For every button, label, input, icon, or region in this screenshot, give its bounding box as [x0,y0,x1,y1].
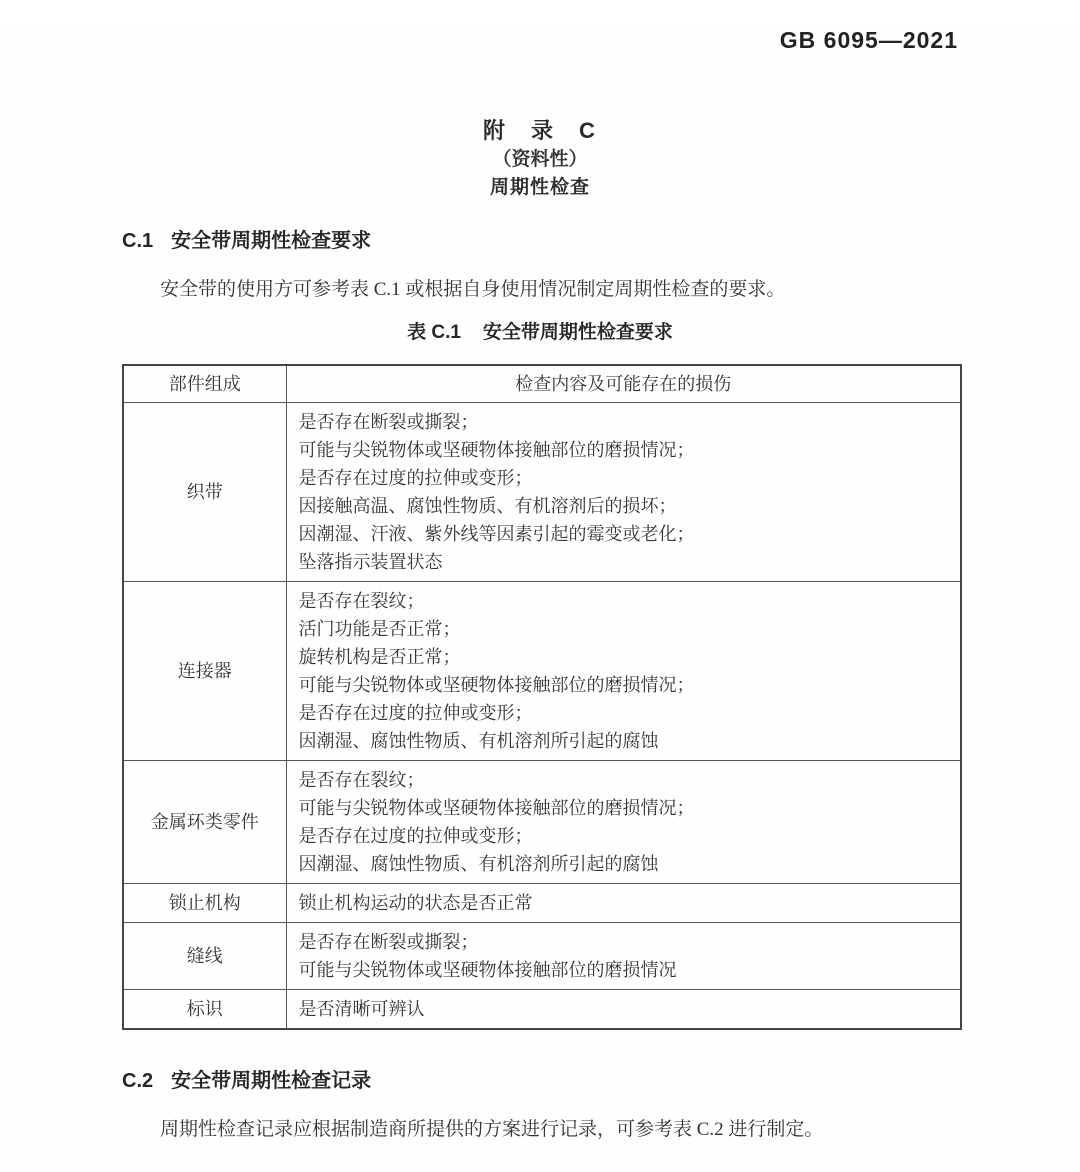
section-c1-title: 安全带周期性检查要求 [171,230,372,252]
component-cell: 连接器 [123,582,286,761]
appendix-informative-label: （资料性） [492,149,588,170]
table-c1-caption [0,320,1080,346]
inspection-item: 是否存在过度的拉伸或变形； [298,703,533,723]
section-c2-title: 安全带周期性检查记录 [171,1070,372,1092]
section-c2-paragraph: 周期性检查记录应根据制造商所提供的方案进行记录，可参考表 C.2 进行制定。 [160,1119,824,1140]
inspection-item: 是否存在裂纹； [298,770,425,790]
inspection-item: 锁止机构运动的状态是否正常 [298,893,533,913]
component-cell: 金属环类零件 [123,761,286,884]
section-c1-number: C.1 [122,230,154,252]
table-row [123,761,961,884]
inspection-requirements-table [122,364,962,1030]
table-row [123,582,961,761]
inspection-item: 是否清晰可辨认 [298,999,425,1019]
appendix-title: 附 录 C [483,118,597,143]
inspection-items-cell [286,884,961,923]
column-header-inspection-content: 检查内容及可能存在的损伤 [286,365,961,403]
component-cell: 锁止机构 [123,884,286,923]
inspection-item: 因潮湿、腐蚀性物质、有机溶剂所引起的腐蚀 [298,854,659,874]
inspection-items-cell [286,990,961,1030]
inspection-item: 因潮湿、腐蚀性物质、有机溶剂所引起的腐蚀 [298,731,659,751]
component-cell: 缝线 [123,923,286,990]
component-cell: 标识 [123,990,286,1030]
table-row [123,403,961,582]
inspection-item: 可能与尖锐物体或坚硬物体接触部位的磨损情况； [298,675,695,695]
document-page [0,28,1080,1172]
inspection-item: 旋转机构是否正常； [298,647,461,667]
inspection-item: 可能与尖锐物体或坚硬物体接触部位的磨损情况 [298,960,677,980]
inspection-item: 是否存在断裂或撕裂； [298,932,479,952]
inspection-item: 活门功能是否正常； [298,619,461,639]
inspection-items-cell [286,761,961,884]
standard-number: GB 6095—2021 [779,27,958,53]
inspection-item: 是否存在过度的拉伸或变形； [298,468,533,488]
table-c1-caption-label: 表 C.1 [407,322,461,343]
inspection-item: 可能与尖锐物体或坚硬物体接触部位的磨损情况； [298,798,695,818]
inspection-item: 可能与尖锐物体或坚硬物体接触部位的磨损情况； [298,440,695,460]
table-c1-caption-title: 安全带周期性检查要求 [482,322,673,343]
inspection-item: 坠落指示装置状态 [298,552,443,572]
section-c2-number: C.2 [122,1070,154,1092]
inspection-items-cell [286,582,961,761]
appendix-subject-title: 周期性检查 [489,177,590,198]
component-cell: 织带 [123,403,286,582]
table-header-row [123,365,961,403]
table-row [123,923,961,990]
inspection-item: 因接触高温、腐蚀性物质、有机溶剂后的损坏； [298,496,677,516]
inspection-item: 因潮湿、汗液、紫外线等因素引起的霉变或老化； [298,524,695,544]
inspection-item: 是否存在过度的拉伸或变形； [298,826,533,846]
inspection-items-cell [286,403,961,582]
table-row [123,990,961,1030]
table-row [123,884,961,923]
appendix-title-block [0,116,1080,202]
section-c2-heading [122,1068,960,1094]
column-header-component: 部件组成 [123,365,286,403]
section-c1-paragraph: 安全带的使用方可参考表 C.1 或根据自身使用情况制定周期性检查的要求。 [160,279,786,300]
inspection-item: 是否存在裂纹； [298,591,425,611]
inspection-item: 是否存在断裂或撕裂； [298,412,479,432]
section-c1-heading [122,228,960,254]
inspection-items-cell [286,923,961,990]
